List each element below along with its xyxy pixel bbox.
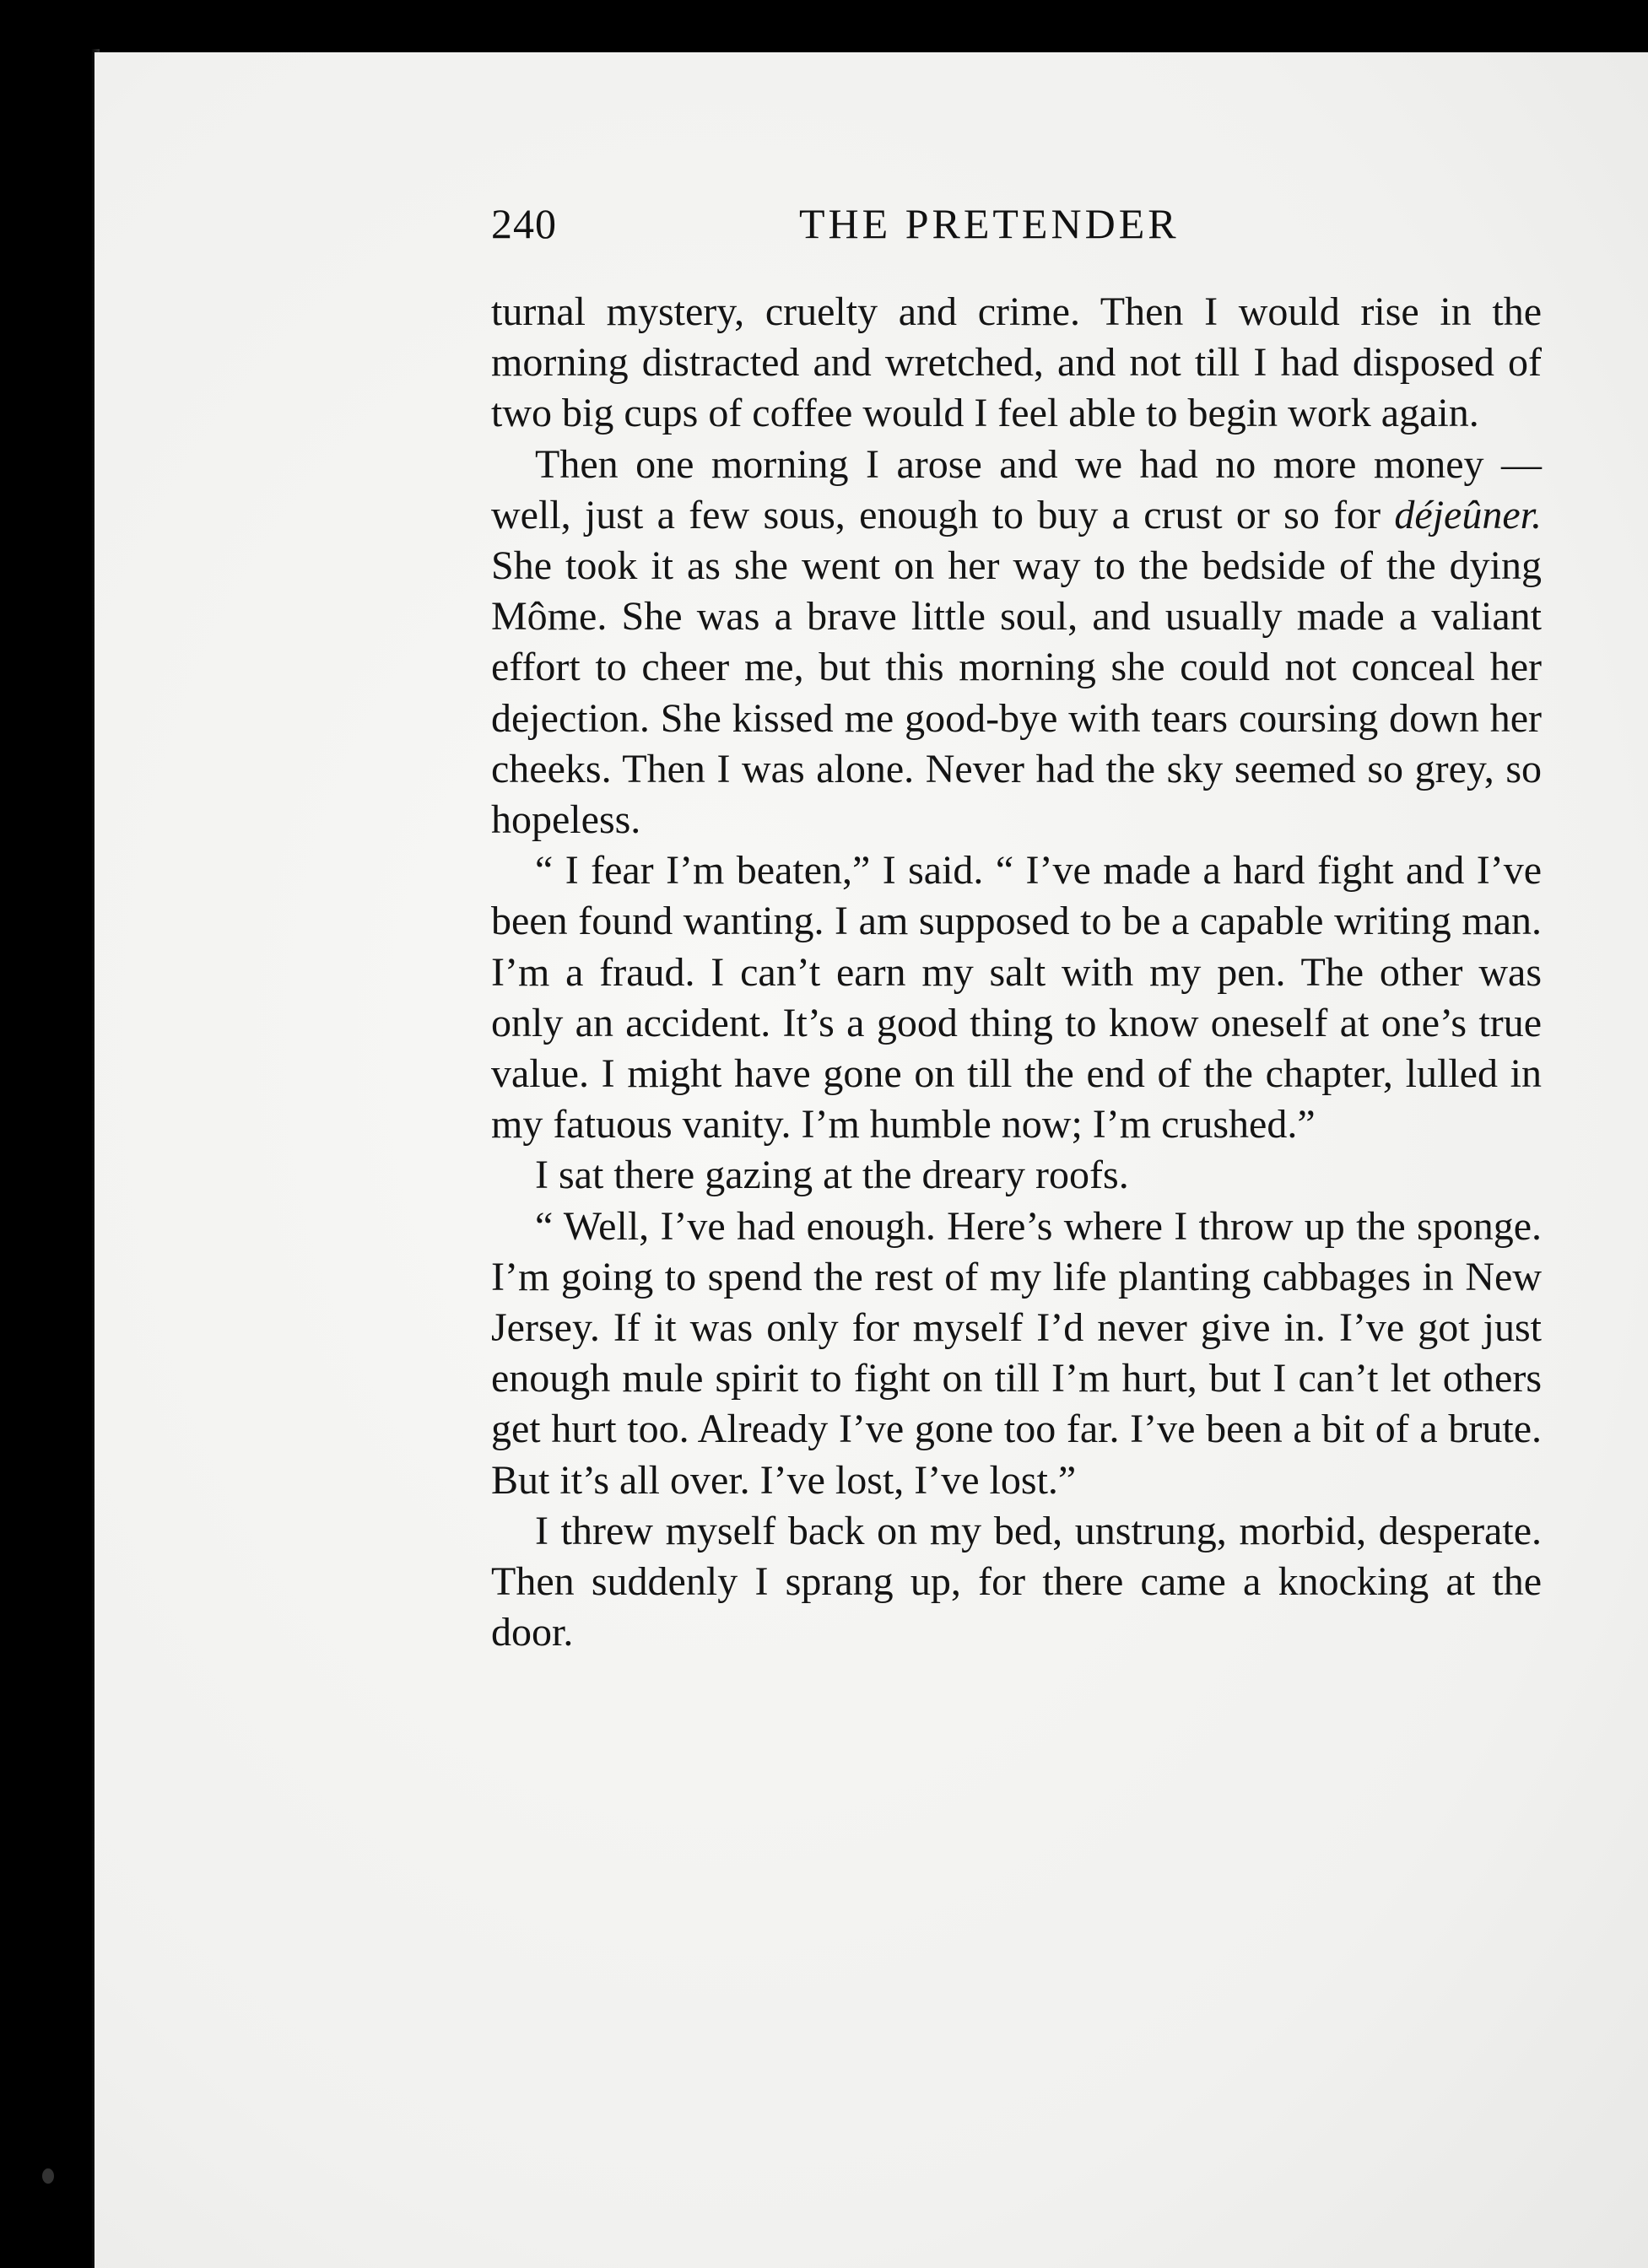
margin-blemish bbox=[42, 2168, 54, 2184]
paragraph-3: “ I fear I’m beaten,” I said. “ I’ve made a hard fight and I’ve been found wanting. I am supposed to be a capable writing man. I’m a fraud. I can’t earn my salt with my pen. The other was only an accident. It’s a good thing to know oneself at one’s true value. I might have gone on till the end of the chapter, lulled in my fatuous vanity. I’m humble now; I’m crushed.” bbox=[491, 848, 1542, 1148]
paragraph-4: I sat there gazing at the dreary roofs. bbox=[535, 1153, 1129, 1198]
italic-word-dejeuner: déjeûner. bbox=[1394, 492, 1542, 537]
paragraph-1: turnal mystery, cruelty and crime. Then I would rise in the morning distracted and wretched, and not till I had disposed of two big cups of coffee would I feel able to begin work again. bbox=[491, 289, 1542, 436]
body-text bbox=[491, 287, 1542, 1658]
paragraph-6: I threw myself back on my bed, unstrung, morbid, desperate. Then suddenly I sprang up, for there came a knocking at the door. bbox=[491, 1508, 1542, 1655]
page-number: 240 bbox=[491, 200, 557, 247]
paragraph-2 bbox=[491, 440, 1542, 846]
paragraph-5: “ Well, I’ve had enough. Here’s where I throw up the sponge. I’m going to spend the rest of my life planting cabbages in New Jersey. If it was only for myself I’d never give in. I’ve got just enough mule spirit to fight on till I’m hurt, but I can’t let others get hurt too. Already I’ve gone too far. I’ve been a bit of a brute. But it’s all over. I’ve lost, I’ve lost.” bbox=[491, 1203, 1542, 1503]
running-title: THE PRETENDER bbox=[799, 200, 1180, 247]
paragraph-2-part-2: She took it as she went on her way to the bedside of the dying Môme. She was a brave little soul, and usually made a valiant effort to cheer me, but this morning she could not conceal her dejection. She kissed me good-bye with tears coursing down her cheeks. Then I was alone. Never had the sky seemed so grey, so hopeless. bbox=[491, 543, 1542, 843]
paragraph-2-part-1: Then one morning I arose and we had no more money — well, just a few sous, enough to buy a crust or so for bbox=[491, 441, 1542, 537]
page-header bbox=[491, 199, 1542, 258]
